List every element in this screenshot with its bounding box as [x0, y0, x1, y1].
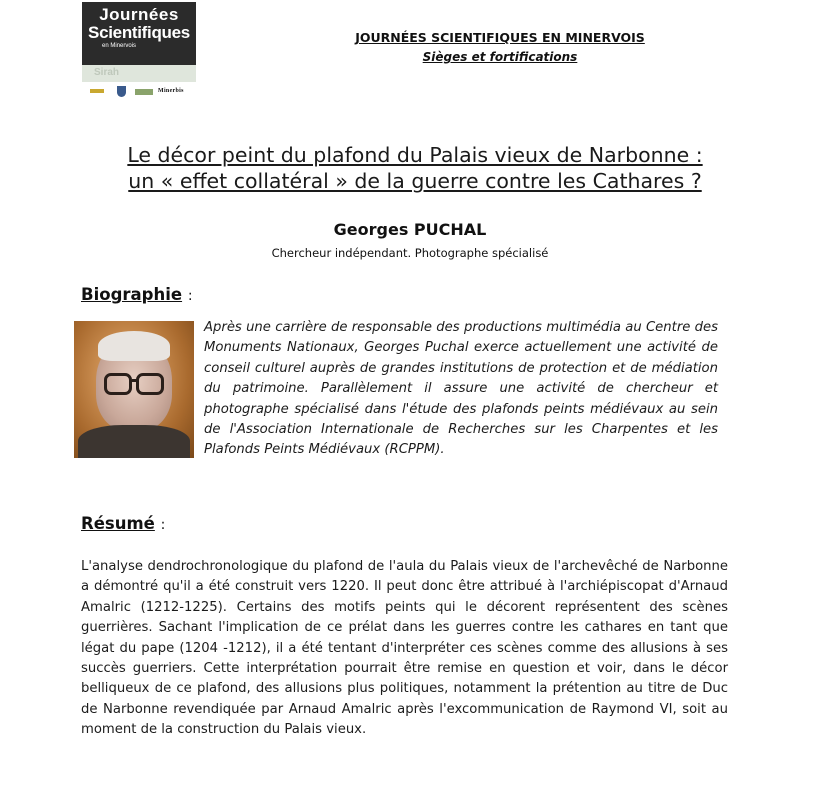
- sponsor-logo-1: [90, 89, 104, 93]
- event-logo: [82, 2, 196, 100]
- biography-text: Après une carrière de responsable des productions multimédia au Centre des Monuments Nationaux, Georges Puchal exerce actuellement une activité de conseil culturel auprès de grandes institutions de protection et de médiation du patrimoine. Parallèlement il assure une activité de chercheur et photographe spécialisé dans l'étude des plafonds peints médiévaux au sein de l'Association Internationale de Recherches sur les Charpentes et les Plafonds Peints Médiévaux (RCPPM).: [204, 320, 718, 458]
- sponsor-logos: [90, 86, 196, 98]
- photo-body: [78, 425, 190, 458]
- sponsor-logo-minerbis: Minerbis: [158, 88, 184, 94]
- summary-text: L'analyse dendrochronologique du plafond de l'aula du Palais vieux de l'archevêché de Narbonne a démontré qu'il a été construit vers 1220. Il peut donc être attribué à l'archiépiscopat d'Arnaud Amalric (1212-1225). Certains des motifs peints qui le décorent représentent des scènes guerrières. Sachant l'implication de ce prélat dans les guerres contre les cathares en tant que légat du pape (1204 -1212), il a été tentant d'interpréter ces scènes comme des allusions à ses succès guerriers. Cette interprétation pourrait être remise en question et voir, dans le décor belliqueux de ce plafond, des allusions plus politiques, notamment la prétention au titre de Duc de Narbonne revendiquée par Arnaud Amalric après l'excommunication de Raymond VI, soit au moment de la construction du Palais vieux.: [81, 559, 728, 738]
- biography-heading-label: Biographie: [81, 285, 183, 304]
- photo-glasses-right: [136, 373, 164, 395]
- logo-line-1: Journées: [99, 5, 179, 24]
- sponsor-logo-3: [135, 89, 153, 95]
- article-title-line-2: un « effet collatéral » de la guerre contre les Cathares ?: [128, 169, 702, 193]
- logo-line-2: Scientifiques: [88, 23, 190, 42]
- logo-title-block: [82, 2, 196, 65]
- article-title-line-1: Le décor peint du plafond du Palais vieux de Narbonne :: [127, 143, 703, 167]
- author-affiliation: Chercheur indépendant. Photographe spécialisé: [271, 246, 549, 260]
- biography-heading-colon: :: [187, 288, 193, 304]
- logo-band: [82, 65, 196, 82]
- summary-heading-colon: :: [160, 517, 166, 533]
- photo-glasses-bridge: [132, 379, 138, 382]
- event-subtitle: Sièges et fortifications: [422, 50, 578, 64]
- shield-icon: [117, 86, 126, 97]
- summary-heading: [81, 514, 165, 533]
- biography-heading: [81, 285, 193, 304]
- author-photo: [74, 321, 194, 458]
- logo-line-3: en Minervois: [102, 43, 137, 49]
- summary-heading-label: Résumé: [81, 514, 155, 533]
- event-title: JOURNÉES SCIENTIFIQUES EN MINERVOIS: [355, 30, 645, 45]
- photo-hair: [98, 331, 170, 361]
- author-name: Georges PUCHAL: [333, 220, 487, 239]
- article-title: [40, 142, 790, 194]
- logo-band-text: Sirah: [94, 67, 120, 78]
- photo-glasses-left: [104, 373, 132, 395]
